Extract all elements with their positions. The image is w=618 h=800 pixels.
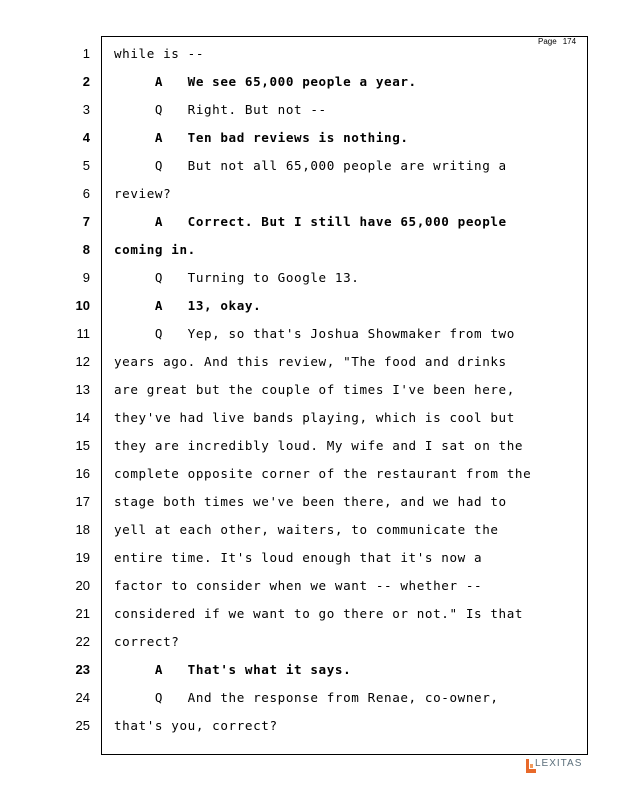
line-number: 20 bbox=[75, 578, 90, 593]
transcript-line: stage both times we've been there, and we had to bbox=[114, 494, 507, 509]
line-number: 21 bbox=[75, 606, 90, 621]
transcript-line: A Correct. But I still have 65,000 people bbox=[114, 214, 507, 229]
line-number: 17 bbox=[75, 494, 90, 509]
line-number: 5 bbox=[82, 158, 90, 173]
transcript-line: Q Right. But not -- bbox=[114, 102, 327, 117]
line-number: 6 bbox=[82, 186, 90, 201]
page-indicator bbox=[538, 37, 576, 46]
transcript-line: are great but the couple of times I've been here, bbox=[114, 382, 515, 397]
transcript-line: yell at each other, waiters, to communicate the bbox=[114, 522, 499, 537]
transcript-line: complete opposite corner of the restaurant from the bbox=[114, 466, 532, 481]
line-number: 4 bbox=[82, 130, 90, 145]
line-number: 19 bbox=[75, 550, 90, 565]
transcript-line: Q But not all 65,000 people are writing a bbox=[114, 158, 507, 173]
transcript-line: years ago. And this review, "The food and drinks bbox=[114, 354, 507, 369]
line-number: 11 bbox=[76, 326, 90, 341]
line-number: 2 bbox=[82, 74, 90, 89]
line-number: 25 bbox=[75, 718, 90, 733]
line-number: 24 bbox=[75, 690, 90, 705]
lexitas-logo bbox=[524, 756, 594, 776]
line-number: 15 bbox=[75, 438, 90, 453]
line-number: 18 bbox=[75, 522, 90, 537]
line-number: 1 bbox=[82, 46, 90, 61]
line-number: 9 bbox=[82, 270, 90, 285]
transcript-line: factor to consider when we want -- whether -- bbox=[114, 578, 483, 593]
line-number: 23 bbox=[75, 662, 90, 677]
transcript-line: A We see 65,000 people a year. bbox=[114, 74, 417, 89]
transcript-line: while is -- bbox=[114, 46, 205, 61]
line-number: 14 bbox=[75, 410, 90, 425]
transcript-line: A Ten bad reviews is nothing. bbox=[114, 130, 409, 145]
transcript-line: they've had live bands playing, which is cool but bbox=[114, 410, 515, 425]
transcript-line: that's you, correct? bbox=[114, 718, 278, 733]
line-number: 22 bbox=[75, 634, 90, 649]
line-number: 12 bbox=[75, 354, 90, 369]
transcript-line: Q And the response from Renae, co-owner, bbox=[114, 690, 499, 705]
transcript-line: Q Yep, so that's Joshua Showmaker from two bbox=[114, 326, 515, 341]
line-number: 8 bbox=[82, 242, 90, 257]
line-number: 7 bbox=[82, 214, 90, 229]
line-number: 16 bbox=[75, 466, 90, 481]
transcript-line: entire time. It's loud enough that it's now a bbox=[114, 550, 483, 565]
transcript-line: A 13, okay. bbox=[114, 298, 262, 313]
transcript-line: review? bbox=[114, 186, 172, 201]
page-number: 174 bbox=[562, 37, 577, 46]
transcript-line: A That's what it says. bbox=[114, 662, 352, 677]
transcript-line: they are incredibly loud. My wife and I sat on the bbox=[114, 438, 524, 453]
line-number: 13 bbox=[75, 382, 90, 397]
transcript-line: Q Turning to Google 13. bbox=[114, 270, 360, 285]
transcript-line: considered if we want to go there or not." Is that bbox=[114, 606, 524, 621]
transcript-line: coming in. bbox=[114, 242, 196, 257]
page-label: Page bbox=[538, 37, 557, 46]
lexitas-logo-text: LEXITAS bbox=[535, 758, 583, 769]
transcript-line: correct? bbox=[114, 634, 180, 649]
line-number: 10 bbox=[75, 298, 90, 313]
line-number: 3 bbox=[82, 102, 90, 117]
